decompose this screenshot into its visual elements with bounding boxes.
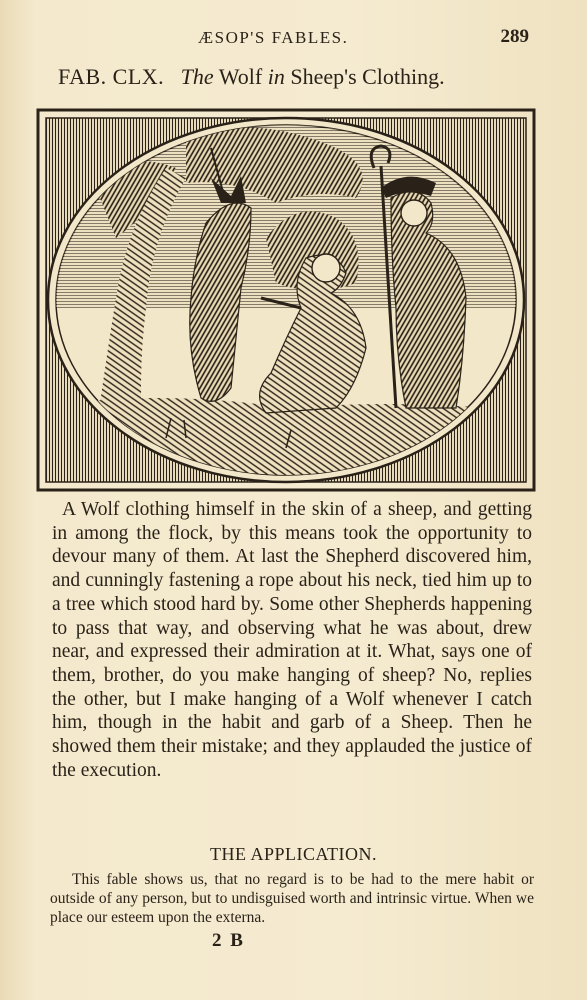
running-title: ÆSOP'S FABLES.	[198, 28, 349, 47]
fable-number: FAB. CLX.	[58, 64, 165, 89]
fable-title-rest: Sheep's Clothing.	[284, 64, 445, 89]
running-head	[0, 26, 587, 52]
fable-body-paragraph: A Wolf clothing himself in the skin of a sheep, and getting in among the flock, by this means took the opportunity to devour many of them. At last the Shepherd discovered him, and cunningly fastening a rope about his neck, tied him up to a tree which stood hard by. Some other Shepherds happening to pass that way, and observing what he was about, drew near, and expressed their admiration at it. What, says one of them, brother, do you make hanging of sheep? No, replies the other, but I make hanging of a Wolf whenever I catch him, though in the habit and garb of a Sheep. Then he showed them their mistake; and they applauded the justice of the execution.	[52, 499, 532, 781]
fable-title-wolf: Wolf	[213, 64, 268, 89]
fable-title	[58, 64, 538, 90]
fable-title-the: The	[180, 64, 214, 89]
woodcut-illustration	[36, 108, 536, 492]
signature-mark: 2 B	[212, 930, 245, 951]
application-heading: THE APPLICATION.	[209, 844, 377, 864]
fable-body	[52, 498, 532, 782]
application-paragraph: This fable shows us, that no regard is to be had to the mere habit or outside of any person, but to undisguised worth and intrinsic virtue. When we place our esteem upon the externa.	[50, 871, 534, 926]
fable-title-in: in	[267, 64, 285, 89]
page-number: 289	[500, 26, 529, 47]
application-body	[50, 870, 534, 927]
